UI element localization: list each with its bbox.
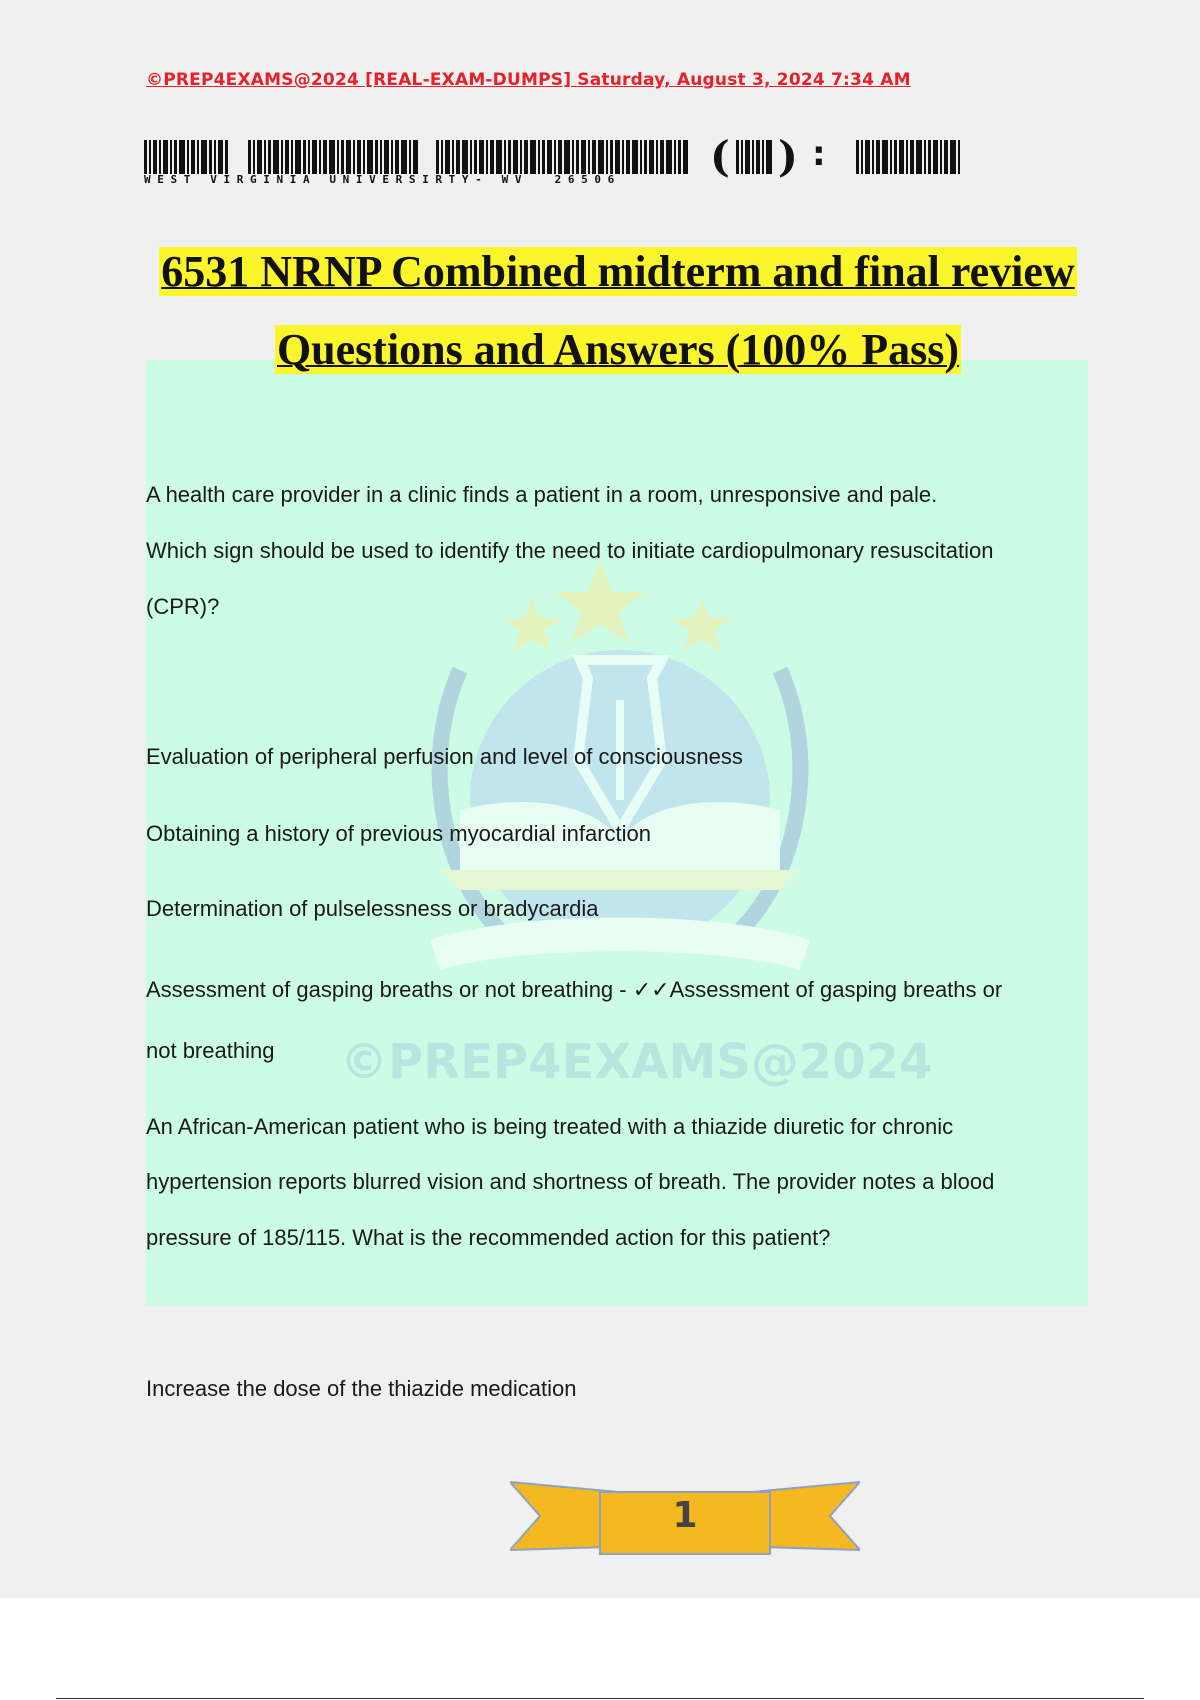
barcode-west — [144, 140, 228, 174]
barcode-caption: W E S T V I R G I N I A U N I V E R S I R T Y - W V 2 6 5 0 6 — [144, 173, 615, 186]
q1-line-1: A health care provider in a clinic finds a patient in a room, unresponsive and pale. — [146, 482, 938, 507]
title-line-1-text: 6531 NRNP Combined midterm and final review — [161, 247, 1075, 296]
bottom-divider — [56, 1698, 1144, 1699]
q1-answer-line-2: not breathing — [146, 1038, 275, 1063]
q2-line-2: hypertension reports blurred vision and shortness of breath. The provider notes a blood — [146, 1169, 995, 1194]
barcode-virginia — [248, 140, 418, 174]
barcode-wv — [736, 140, 772, 174]
q1-option-2: Obtaining a history of previous myocardial infarction — [146, 821, 652, 846]
barcode-paren-close: ) — [778, 132, 798, 181]
barcode-university — [436, 140, 688, 174]
q1-option-1: Evaluation of peripheral perfusion and level of consciousness — [146, 744, 743, 769]
title-line-2-text: Questions and Answers (100% Pass) — [276, 325, 960, 374]
crest-watermark-icon — [400, 560, 880, 1040]
page-number-ribbon — [510, 1474, 860, 1574]
q1-line-2: Which sign should be used to identify the need to initiate cardiopulmonary resuscitation — [146, 538, 994, 563]
document-title-line-1 — [0, 246, 1200, 297]
barcode-line — [144, 132, 964, 190]
q2-option-1: Increase the dose of the thiazide medication — [146, 1376, 577, 1401]
q2-line-1: An African-American patient who is being treated with a thiazide diuretic for chronic — [146, 1114, 954, 1139]
q2-line-3: pressure of 185/115. What is the recommended action for this patient? — [146, 1225, 831, 1250]
barcode-zip — [856, 140, 960, 174]
document-title-line-2 — [0, 324, 1200, 375]
q1-line-3: (CPR)? — [146, 594, 220, 619]
q1-answer-line-1: Assessment of gasping breaths or not breathing - ✓✓Assessment of gasping breaths or — [146, 977, 1003, 1002]
page-number: 1 — [672, 1495, 698, 1536]
watermark-text: ©PREP4EXAMS@2024 — [340, 1034, 933, 1090]
barcode-colon: : — [812, 134, 826, 174]
q1-option-3: Determination of pulselessness or bradycardia — [146, 896, 599, 921]
header-stamp: ©PREP4EXAMS@2024 [REAL-EXAM-DUMPS] Saturday, August 3, 2024 7:34 AM — [146, 70, 911, 90]
barcode-paren-open: ( — [710, 132, 730, 181]
